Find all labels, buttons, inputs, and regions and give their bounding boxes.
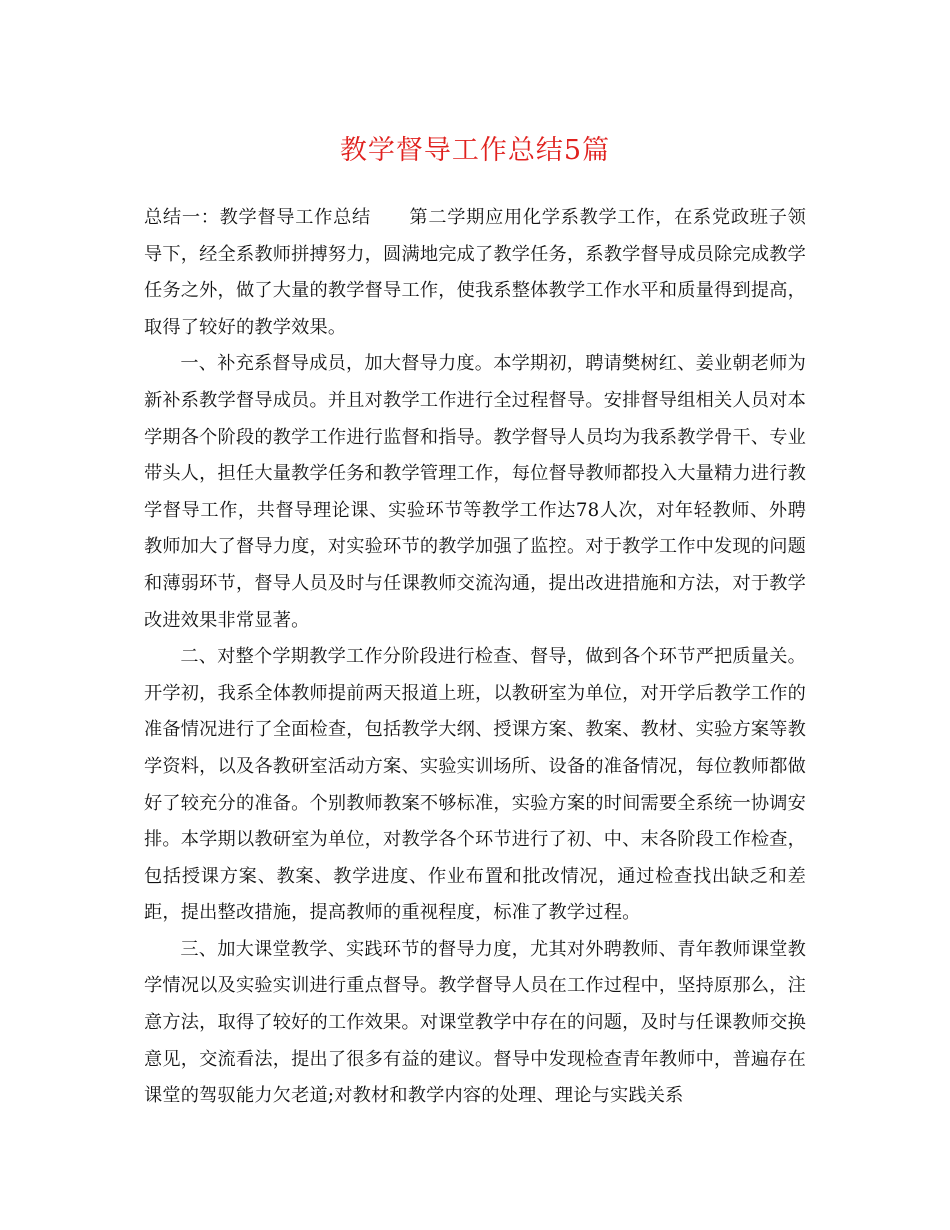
paragraph-1: 一、补充系督导成员，加大督导力度。本学期初，聘请樊树红、姜业朝老师为新补系教学督导成员。并且对教学工作进行全过程督导。安排督导组相关人员对本学期各个阶段的教学工作进行监督和指导。教学督导人员均为我系教学骨干、专业带头人，担任大量教学任务和教学管理工作，每位督导教师都投入大量精力进行教学督导工作，共督导理论课、实验环节等教学工作达78人次，对年轻教师、外聘教师加大了督导力度，对实验环节的教学加强了监控。对于教学工作中发现的问题和薄弱环节，督导人员及时与任课教师交流沟通，提出改进措施和方法，对于教学改进效果非常显著。 [144,353,806,631]
intro-text: 第二学期应用化学系教学工作，在系党政班子领导下，经全系教师拼搏努力，圆满地完成了教学任务，系教学督导成员除完成教学任务之外，做了大量的教学督导工作，使我系整体教学工作水平和质量得到提高，取得了较好的教学效果。 [144,207,806,338]
document-body [144,200,806,1115]
document-title: 教学督导工作总结5篇 [339,135,611,166]
intro-paragraph [144,200,806,346]
paragraph-2: 二、对整个学期教学工作分阶段进行检查、督导，做到各个环节严把质量关。开学初，我系全体教师提前两天报道上班，以教研室为单位，对开学后教学工作的准备情况进行了全面检查，包括教学大纲、授课方案、教案、教材、实验方案等教学资料，以及各教研室活动方案、实验实训场所、设备的准备情况，每位教师都做好了较充分的准备。个别教师教案不够标准，实验方案的时间需要全系统一协调安排。本学期以教研室为单位，对教学各个环节进行了初、中、末各阶段工作检查，包括授课方案、教案、教学进度、作业布置和批改情况，通过检查找出缺乏和差距，提出整改措施，提高教师的重视程度，标准了教学过程。 [144,646,806,924]
paragraph-3: 三、加大课堂教学、实践环节的督导力度，尤其对外聘教师、青年教师课堂教学情况以及实验实训进行重点督导。教学督导人员在工作过程中，坚持原那么，注意方法，取得了较好的工作效果。对课堂教学中存在的问题，及时与任课教师交换意见，交流看法，提出了很多有益的建议。督导中发现检查青年教师中，普遍存在课堂的驾驭能力欠老道;对教材和教学内容的处理、理论与实践关系 [144,938,806,1107]
summary-heading: 总结一：教学督导工作总结 [144,207,371,228]
